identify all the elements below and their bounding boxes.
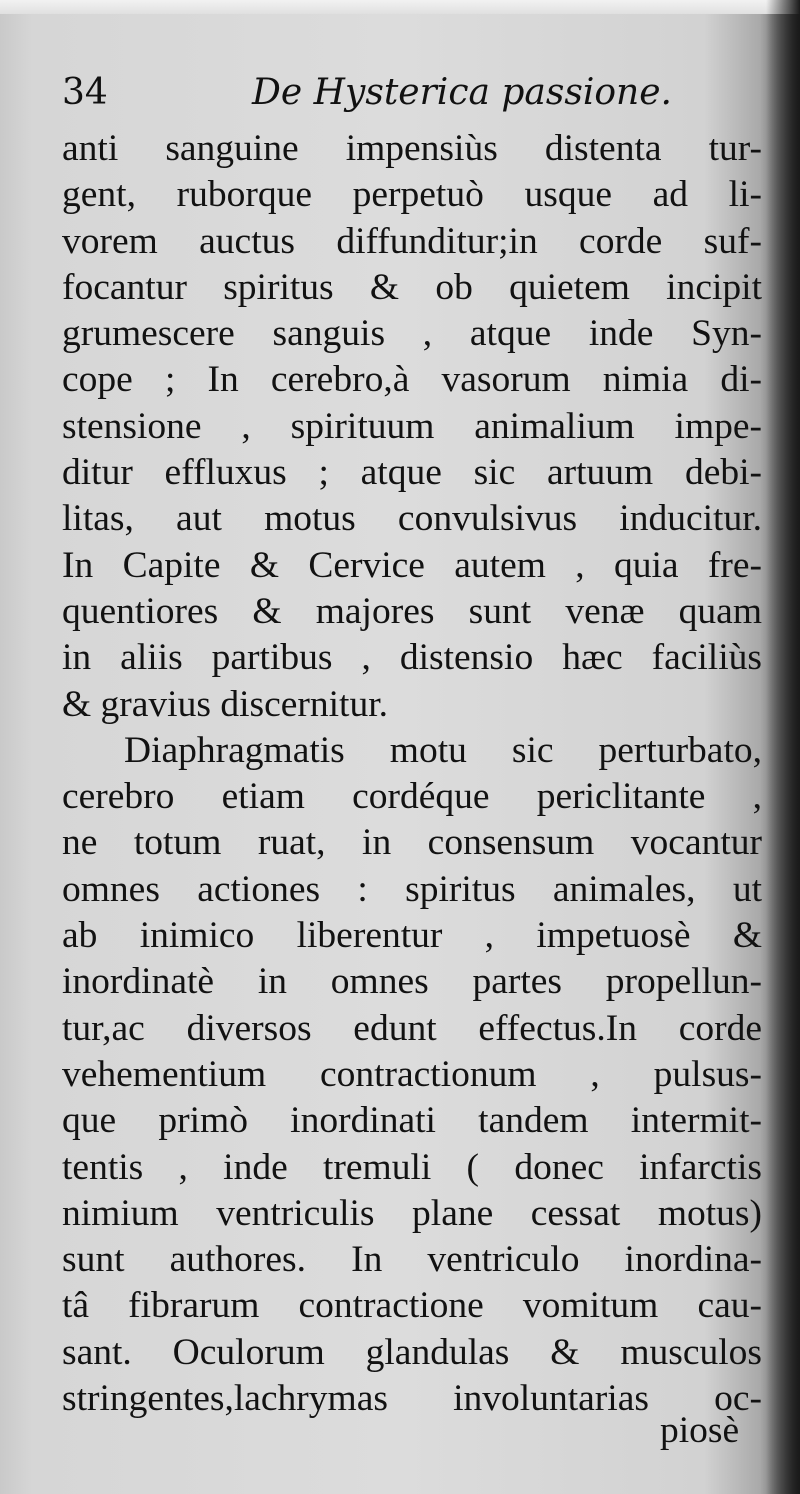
text-line: omnes actiones : spiritus animales, ut xyxy=(62,868,762,910)
text-line: & gravius discernitur. xyxy=(62,683,388,725)
text-line: stringentes,lachrymas involuntarias oc- xyxy=(62,1378,762,1420)
text-line: focantur spiritus & ob quietem incipit xyxy=(62,266,762,308)
text-line: Diaphragmatis motu sic perturbato, xyxy=(124,729,762,771)
catchword: piosè xyxy=(660,1410,740,1451)
page-header xyxy=(62,68,752,118)
page-top-edge xyxy=(0,0,800,14)
text-line: tentis , inde tremuli ( donec infarctis xyxy=(62,1146,762,1188)
text-line: vehementium contractionum , pulsus- xyxy=(62,1053,762,1095)
text-line: ditur effluxus ; atque sic artuum debi- xyxy=(62,452,762,494)
text-line: litas, aut motus convulsivus inducitur. xyxy=(62,498,762,540)
text-line: In Capite & Cervice autem , quia fre- xyxy=(62,544,762,586)
text-line: que primò inordinati tandem intermit- xyxy=(62,1100,762,1142)
text-line: sunt authores. In ventriculo inordina- xyxy=(62,1239,762,1281)
paragraph-2 xyxy=(62,728,762,1422)
text-line: gent, ruborque perpetuò usque ad li- xyxy=(62,174,762,216)
page-number: 34 xyxy=(62,72,108,113)
body-text xyxy=(62,126,762,1422)
text-line: stensione , spirituum animalium impe- xyxy=(62,405,762,447)
text-line: cerebro etiam cordéque periclitante , xyxy=(62,776,762,818)
text-line: sant. Oculorum glandulas & musculos xyxy=(62,1331,762,1373)
text-line: anti sanguine impensiùs distenta tur- xyxy=(62,128,762,169)
text-line: tâ fibrarum contractione vomitum cau- xyxy=(62,1285,762,1327)
text-line: cope ; In cerebro,à vasorum nimia di- xyxy=(62,359,762,401)
text-line: quentiores & majores sunt venæ quam xyxy=(62,590,762,632)
text-line: inordinatè in omnes partes propellun- xyxy=(62,961,762,1003)
text-line: ne totum ruat, in consensum vocantur xyxy=(62,822,762,864)
text-line: nimium ventriculis plane cessat motus) xyxy=(62,1192,762,1234)
text-line: tur,ac diversos edunt effectus.In corde xyxy=(62,1007,762,1049)
text-line: vorem auctus diffunditur;in corde suf- xyxy=(62,220,762,262)
text-line: ab inimico liberentur , impetuosè & xyxy=(62,915,762,957)
running-title: De Hysterica passione. xyxy=(252,72,672,113)
page-gutter-shadow xyxy=(766,0,800,1494)
text-line: grumescere sanguis , atque inde Syn- xyxy=(62,313,762,355)
paragraph-1 xyxy=(62,126,762,728)
text-line: in aliis partibus , distensio hæc faciliùs xyxy=(62,637,762,679)
